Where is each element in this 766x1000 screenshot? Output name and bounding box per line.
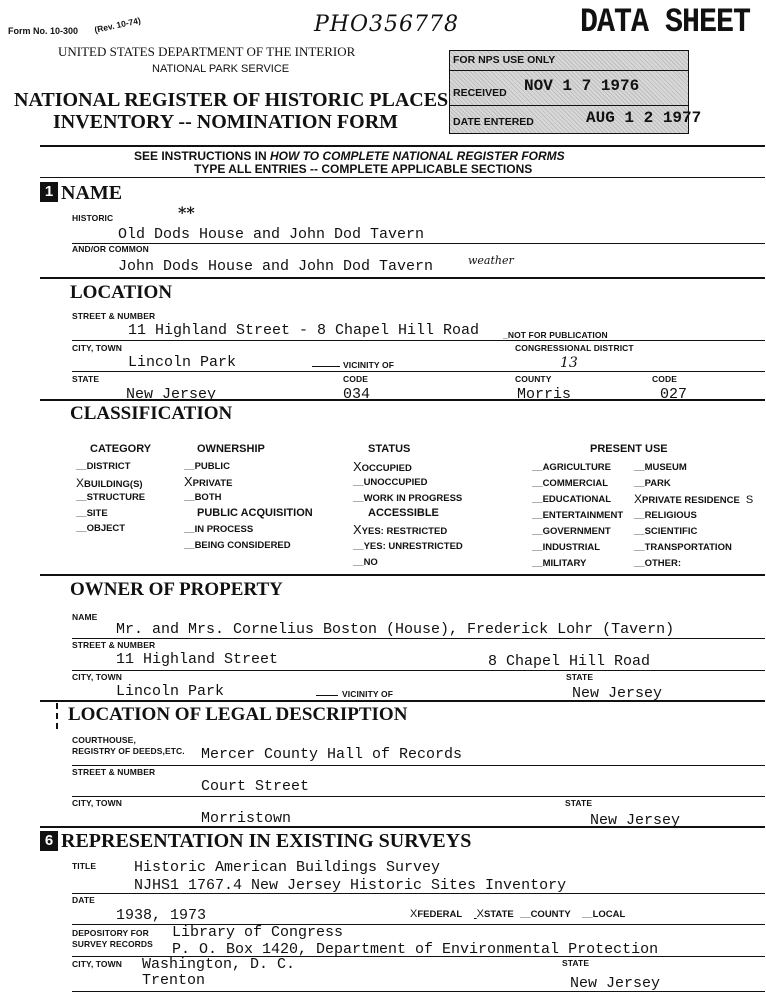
accessible-yes-unrestricted: __YES: UNRESTRICTED (353, 541, 463, 552)
location-vicinity-label: VICINITY OF (343, 360, 395, 370)
survey-level-federal (410, 908, 462, 920)
survey-city-value1: Washington, D. C. (142, 956, 296, 973)
depository-value1: Library of Congress (172, 924, 344, 941)
status-occupied-label: OCCUPIED (361, 463, 412, 474)
depository-label1: DEPOSITORY FOR (72, 928, 149, 938)
status-work-in-progress: __WORK IN PROGRESS (353, 493, 463, 504)
category-object: __OBJECT (76, 523, 126, 534)
legal-street-label: STREET & NUMBER (72, 767, 156, 777)
check-mark: X (353, 522, 362, 537)
survey-level-local: __LOCAL (582, 909, 626, 920)
survey-level-state-label: STATE (483, 909, 514, 920)
owner-name-label: NAME (72, 612, 98, 622)
classification-section-heading: CLASSIFICATION (70, 403, 233, 424)
legal-state-label: STATE (565, 798, 593, 808)
instructions-line1 (134, 149, 565, 163)
use-commercial: __COMMERCIAL (532, 478, 609, 489)
public-acquisition-heading: PUBLIC ACQUISITION (197, 507, 313, 519)
accessible-no: __NO (353, 557, 378, 568)
form-number: Form No. 10-300 (8, 26, 79, 36)
common-name-annotation: weather (468, 254, 514, 267)
check-mark: X (76, 476, 85, 490)
owner-vicinity-label: VICINITY OF (342, 689, 394, 699)
check-mark: X (476, 908, 484, 920)
instructions-form-title: HOW TO COMPLETE NATIONAL REGISTER FORMS (270, 149, 565, 163)
survey-level-federal-label: FEDERAL (417, 909, 463, 920)
use-military: __MILITARY (532, 558, 587, 569)
location-street-value: 11 Highland Street - 8 Chapel Hill Road (128, 322, 480, 339)
location-state-code: 034 (343, 386, 371, 403)
category-buildings (76, 476, 143, 490)
owner-street-value2: 8 Chapel Hill Road (488, 653, 651, 670)
survey-date-value: 1938, 1973 (116, 907, 207, 924)
check-mark: X (634, 492, 643, 506)
use-entertainment: __ENTERTAINMENT (532, 510, 624, 521)
present-use-heading: PRESENT USE (590, 443, 668, 455)
public-acq-in-process: __IN PROCESS (184, 524, 254, 535)
location-city-label: CITY, TOWN (72, 343, 122, 353)
survey-title-label: TITLE (72, 861, 97, 871)
location-state-code-label: CODE (343, 374, 368, 384)
section-number-badge: 1 (40, 182, 58, 202)
accessible-yes-restricted (353, 522, 447, 537)
courthouse-label2: REGISTRY OF DEEDS,ETC. (72, 746, 185, 756)
location-county-code-label: CODE (652, 374, 677, 384)
use-scientific: __SCIENTIFIC (634, 526, 698, 537)
use-private-residence-label: PRIVATE RESIDENCE (642, 495, 740, 506)
form-revision: (Rev. 10-74) (93, 15, 142, 35)
survey-title-value2: NJHS1 1767.4 New Jersey Historic Sites Inventory (134, 877, 567, 894)
location-state-value: New Jersey (126, 386, 217, 403)
legal-state-value: New Jersey (590, 812, 681, 829)
owner-city-label: CITY, TOWN (72, 672, 122, 682)
check-mark: X (353, 459, 362, 474)
category-heading: CATEGORY (90, 443, 152, 455)
ownership-private-label: PRIVATE (192, 478, 233, 489)
location-street-label: STREET & NUMBER (72, 311, 156, 321)
survey-city-label: CITY, TOWN (72, 959, 122, 969)
congressional-district-label: CONGRESSIONAL DISTRICT (515, 343, 634, 353)
owner-street-label: STREET & NUMBER (72, 640, 156, 650)
name-section-heading: NAME (61, 182, 123, 204)
accessible-yes-restricted-label: YES: RESTRICTED (361, 526, 448, 537)
received-date-stamp: NOV 1 7 1976 (524, 77, 640, 95)
congressional-district-value: 13 (560, 355, 578, 371)
legal-city-label: CITY, TOWN (72, 798, 122, 808)
use-religious: __RELIGIOUS (634, 510, 697, 521)
survey-state-value: New Jersey (570, 975, 661, 992)
common-name-label: AND/OR COMMON (72, 244, 149, 254)
location-county-value: Morris (517, 386, 572, 403)
survey-level-county: __COUNTY (520, 909, 571, 920)
depository-value2: P. O. Box 1420, Department of Environmental Protection (172, 941, 659, 958)
courthouse-label1: COURTHOUSE, (72, 735, 136, 745)
use-museum: __MUSEUM (634, 462, 687, 473)
accessible-heading: ACCESSIBLE (368, 507, 439, 519)
form-title-line2: INVENTORY -- NOMINATION FORM (53, 111, 399, 133)
date-entered-label: DATE ENTERED (453, 116, 534, 128)
ownership-private (184, 474, 232, 489)
owner-name-value: Mr. and Mrs. Cornelius Boston (House), Frederick Lohr (Tavern) (116, 621, 675, 638)
status-heading: STATUS (368, 443, 411, 455)
ownership-public: __PUBLIC (184, 461, 230, 472)
instructions-prefix: SEE INSTRUCTIONS IN (134, 149, 271, 163)
ownership-both: __BOTH (184, 492, 222, 503)
survey-title-value1: Historic American Buildings Survey (134, 859, 441, 876)
category-structure: __STRUCTURE (76, 492, 146, 503)
category-buildings-label: BUILDING(S) (84, 479, 143, 490)
survey-state-label: STATE (562, 958, 590, 968)
historic-label: HISTORIC (72, 213, 114, 223)
location-section-heading: LOCATION (70, 282, 173, 303)
legal-street-value: Court Street (201, 778, 310, 795)
owner-state-value: New Jersey (572, 685, 663, 702)
use-transportation: __TRANSPORTATION (634, 542, 732, 553)
status-unoccupied: __UNOCCUPIED (353, 477, 428, 488)
survey-level-state (474, 908, 514, 920)
owner-section-heading: OWNER OF PROPERTY (70, 579, 283, 600)
survey-date-label: DATE (72, 895, 95, 905)
common-name-value: John Dods House and John Dod Tavern (118, 258, 434, 275)
location-state-label: STATE (72, 374, 100, 384)
location-county-label: COUNTY (515, 374, 552, 384)
ownership-heading: OWNERSHIP (197, 443, 265, 455)
location-county-code: 027 (660, 386, 688, 403)
handwritten-ref-number: PHO356778 (314, 12, 460, 37)
form-title-line1: NATIONAL REGISTER OF HISTORIC PLACES (14, 89, 449, 111)
legal-section-heading: LOCATION OF LEGAL DESCRIPTION (68, 704, 408, 725)
residence-suffix: S (745, 494, 754, 506)
date-entered-stamp: AUG 1 2 1977 (586, 109, 702, 127)
use-industrial: __INDUSTRIAL (532, 542, 601, 553)
category-site: __SITE (76, 508, 108, 519)
survey-city-value2: Trenton (142, 972, 206, 989)
surveys-section-heading: REPRESENTATION IN EXISTING SURVEYS (61, 830, 472, 852)
category-district: __DISTRICT (76, 461, 131, 472)
use-park: __PARK (634, 478, 671, 489)
instructions-line2: TYPE ALL ENTRIES -- COMPLETE APPLICABLE SECTIONS (194, 162, 533, 176)
courthouse-value: Mercer County Hall of Records (201, 746, 463, 763)
department-name: UNITED STATES DEPARTMENT OF THE INTERIOR (58, 44, 356, 59)
legal-city-value: Morristown (201, 810, 292, 827)
depository-label2: SURVEY RECORDS (72, 939, 153, 949)
section-number-badge: 6 (40, 831, 58, 851)
service-name: NATIONAL PARK SERVICE (152, 63, 290, 75)
status-occupied (353, 459, 412, 474)
historic-name-value: Old Dods House and John Dod Tavern (118, 226, 425, 243)
check-mark: X (184, 474, 193, 489)
data-sheet-stamp: DATA SHEET (580, 3, 751, 43)
use-other: __OTHER: (634, 558, 681, 569)
public-acq-being-considered: __BEING CONSIDERED (184, 540, 291, 551)
use-government: __GOVERNMENT (532, 526, 611, 537)
historic-handwritten-mark: ** (178, 203, 195, 222)
owner-city-value: Lincoln Park (116, 683, 225, 700)
use-agriculture: __AGRICULTURE (532, 462, 611, 473)
owner-street-value1: 11 Highland Street (116, 651, 279, 668)
received-label: RECEIVED (453, 87, 507, 99)
use-private-residence (634, 492, 753, 506)
nps-use-only-box (449, 50, 702, 134)
nps-use-only-label: FOR NPS USE ONLY (453, 54, 556, 66)
use-educational: __EDUCATIONAL (532, 494, 611, 505)
not-for-publication: _NOT FOR PUBLICATION (503, 330, 608, 340)
owner-state-label: STATE (566, 672, 594, 682)
legal-section-marker (56, 703, 60, 729)
location-city-value: Lincoln Park (128, 354, 237, 371)
check-mark: X (410, 908, 418, 920)
